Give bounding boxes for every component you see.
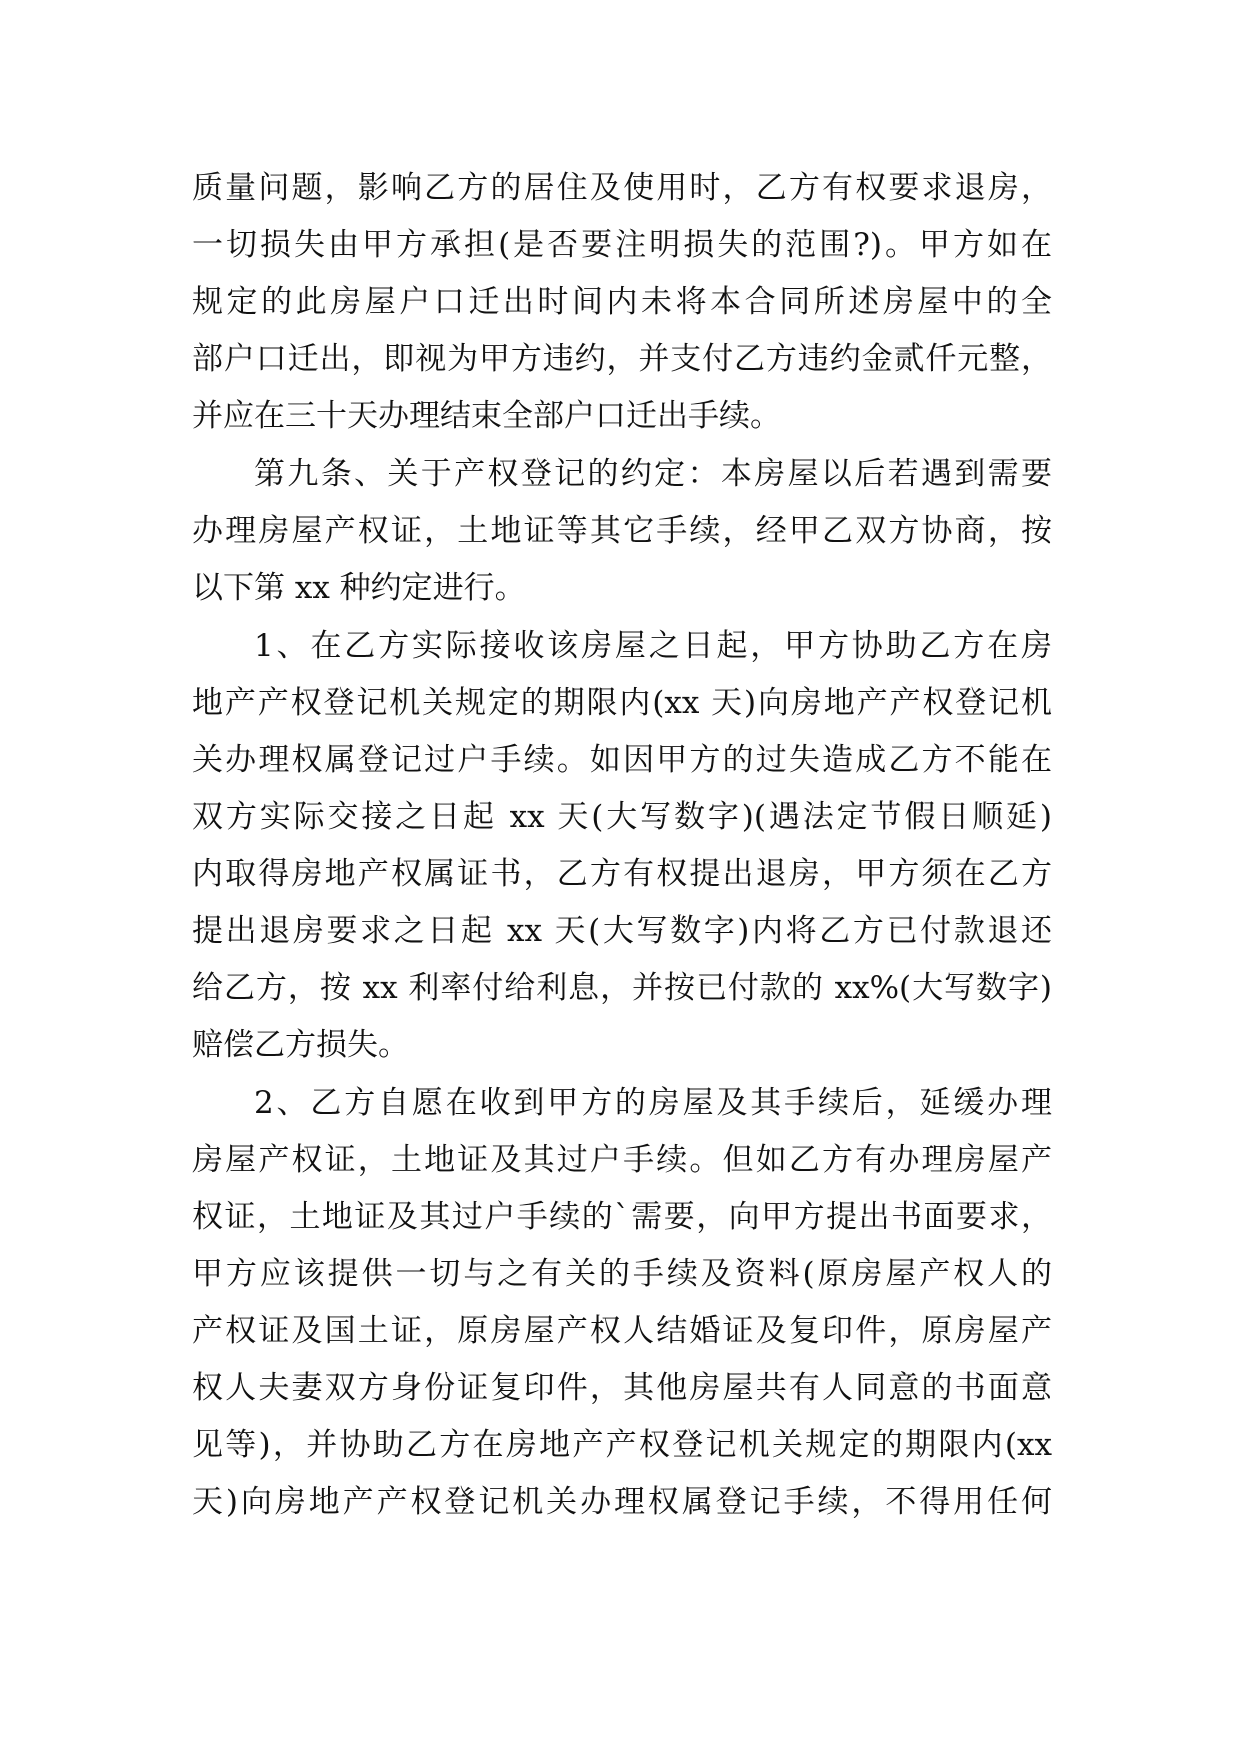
paragraph-line: 2、乙方自愿在收到甲方的房屋及其手续后，延缓办理: [254, 1085, 1052, 1121]
paragraph-line: 给乙方，按 xx 利率付给利息，并按已付款的 xx%(大写数字): [192, 970, 1052, 1006]
paragraph-line: 房屋产权证，土地证及其过户手续。但如乙方有办理房屋产: [192, 1142, 1052, 1178]
paragraph-line: 关办理权属登记过户手续。如因甲方的过失造成乙方不能在: [192, 742, 1052, 778]
paragraph-line: 见等)，并协助乙方在房地产产权登记机关规定的期限内(xx: [192, 1427, 1052, 1463]
paragraph-line: 内取得房地产权属证书，乙方有权提出退房，甲方须在乙方: [192, 856, 1052, 892]
paragraph-line: 并应在三十天办理结束全部户口迁出手续。: [192, 398, 781, 434]
paragraph-line: 第九条、关于产权登记的约定：本房屋以后若遇到需要: [254, 456, 1052, 492]
paragraph-line: 产权证及国土证，原房屋产权人结婚证及复印件，原房屋产: [192, 1313, 1052, 1349]
paragraph-line: 甲方应该提供一切与之有关的手续及资料(原房屋产权人的: [192, 1256, 1052, 1292]
paragraph-line: 权证，土地证及其过户手续的`需要，向甲方提出书面要求，: [192, 1199, 1052, 1235]
paragraph-line: 权人夫妻双方身份证复印件，其他房屋共有人同意的书面意: [192, 1370, 1052, 1406]
paragraph-line: 1、在乙方实际接收该房屋之日起，甲方协助乙方在房: [254, 628, 1052, 664]
paragraph-line: 地产产权登记机关规定的期限内(xx 天)向房地产产权登记机: [192, 685, 1052, 721]
paragraph-line: 以下第 xx 种约定进行。: [192, 570, 526, 606]
paragraph-line: 一切损失由甲方承担(是否要注明损失的范围?)。甲方如在: [192, 227, 1052, 263]
paragraph-line: 双方实际交接之日起 xx 天(大写数字)(遇法定节假日顺延): [192, 799, 1052, 835]
paragraph-line: 部户口迁出，即视为甲方违约，并支付乙方违约金贰仟元整，: [192, 341, 1052, 377]
paragraph-line: 天)向房地产产权登记机关办理权属登记手续，不得用任何: [192, 1484, 1052, 1520]
paragraph-line: 提出退房要求之日起 xx 天(大写数字)内将乙方已付款退还: [192, 913, 1052, 949]
paragraph-line: 质量问题，影响乙方的居住及使用时，乙方有权要求退房，: [192, 170, 1052, 206]
paragraph-line: 赔偿乙方损失。: [192, 1027, 409, 1063]
paragraph-line: 规定的此房屋户口迁出时间内未将本合同所述房屋中的全: [192, 284, 1052, 320]
paragraph-line: 办理房屋产权证，土地证等其它手续，经甲乙双方协商，按: [192, 513, 1052, 549]
